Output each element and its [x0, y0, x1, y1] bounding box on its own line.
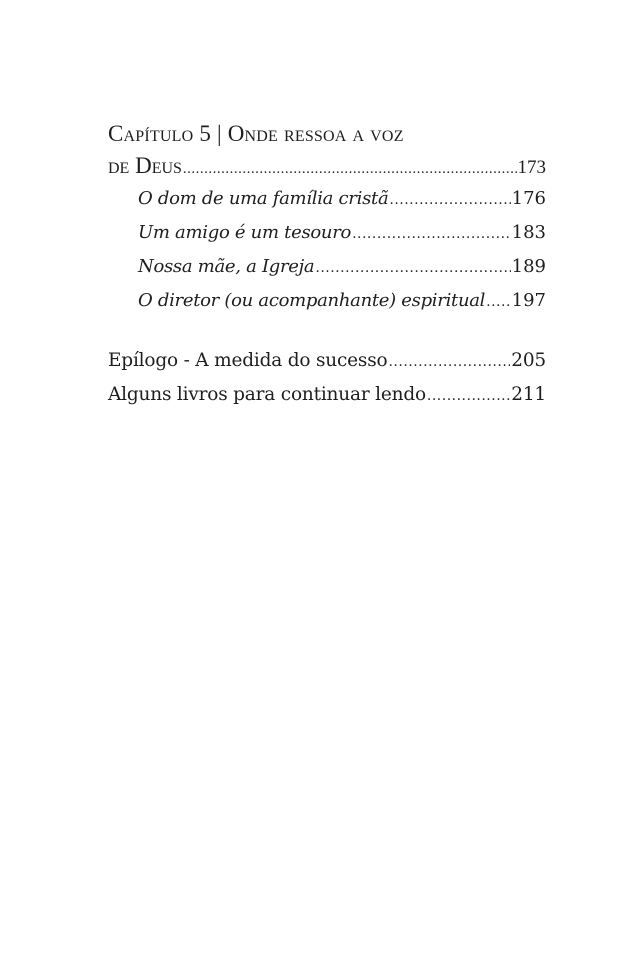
dot-leader [315, 251, 510, 285]
dot-leader [486, 285, 510, 319]
toc-entry-reading-list[interactable] [108, 378, 546, 412]
table-of-contents [108, 118, 546, 412]
entry-page-number: 211 [511, 384, 546, 405]
section-page-number: 176 [511, 188, 546, 209]
dot-leader [388, 345, 510, 379]
chapter-title-continued: de Deus [108, 153, 182, 178]
section-page-number: 183 [511, 222, 546, 243]
toc-section-entry[interactable] [108, 182, 546, 216]
toc-section-entry[interactable] [108, 284, 546, 318]
section-title: Nossa mãe, a Igreja [138, 256, 315, 277]
section-spacer [108, 318, 546, 344]
section-page-number: 197 [511, 290, 546, 311]
section-page-number: 189 [511, 256, 546, 277]
dot-leader [352, 217, 511, 251]
dot-leader [183, 153, 517, 185]
chapter-page-number: 173 [517, 157, 546, 178]
section-title: O diretor (ou acompanhante) espiritual [138, 290, 486, 311]
dot-leader [389, 183, 510, 217]
entry-page-number: 205 [511, 350, 546, 371]
entry-title: Epílogo - A medida do sucesso [108, 350, 388, 371]
toc-section-entry[interactable] [108, 216, 546, 250]
entry-title: Alguns livros para continuar lendo [108, 384, 426, 405]
section-title: O dom de uma família cristã [138, 188, 389, 209]
chapter-entry[interactable] [108, 150, 546, 182]
toc-entry-epilogue[interactable] [108, 344, 546, 378]
toc-section-entry[interactable] [108, 250, 546, 284]
dot-leader [427, 379, 510, 413]
chapter-title: Capítulo 5 | Onde ressoa a voz [108, 121, 404, 146]
section-title: Um amigo é um tesouro [138, 222, 352, 243]
